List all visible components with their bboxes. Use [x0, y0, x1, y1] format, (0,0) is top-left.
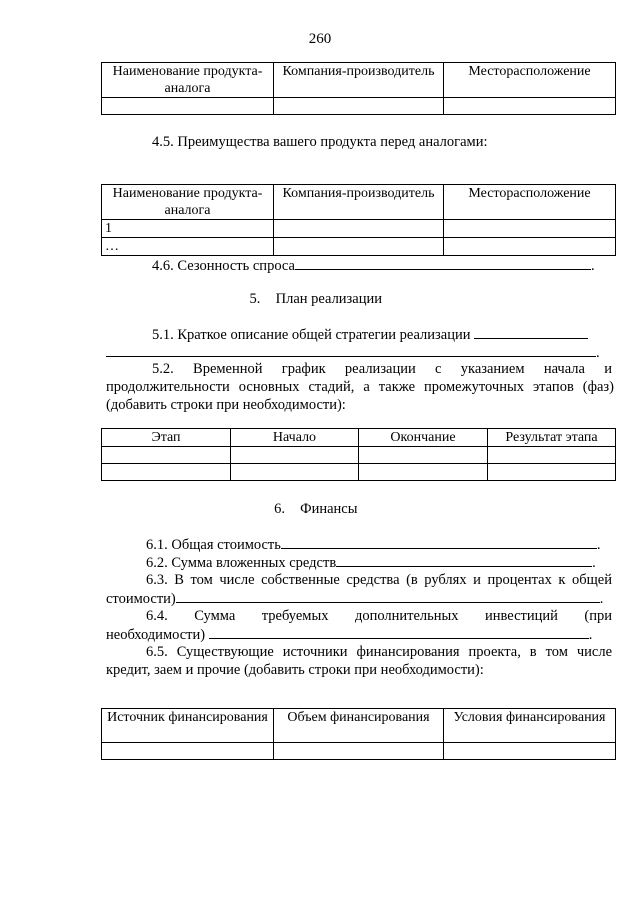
- heading-6: [0, 500, 640, 518]
- table-header-row: [102, 709, 616, 743]
- heading-5: [0, 290, 640, 308]
- table-cell[interactable]: [102, 447, 231, 464]
- table-cell[interactable]: 1: [102, 220, 274, 238]
- header-cell: Источник финансирования: [102, 709, 274, 743]
- table-row: [102, 743, 616, 760]
- header-cell: Начало: [231, 429, 359, 447]
- header-cell: Наименование продукта-аналога: [102, 185, 274, 220]
- table-cell[interactable]: [102, 743, 274, 760]
- table-header-row: [102, 185, 616, 220]
- table-row: [102, 98, 616, 115]
- seasonality-blank[interactable]: [295, 256, 591, 270]
- section-6-4-line-2: необходимости) .: [106, 627, 593, 643]
- financing-sources-table: [101, 708, 616, 760]
- table-cell[interactable]: [102, 464, 231, 481]
- additional-investment-blank[interactable]: [209, 625, 589, 639]
- strategy-blank-1[interactable]: [474, 325, 588, 339]
- table-cell[interactable]: [274, 743, 444, 760]
- section-6-5-line-1: 6.5. Существующие источники финансирования проекта, в том числе: [146, 644, 612, 660]
- header-cell: Условия финансирования: [444, 709, 616, 743]
- section-5-2-line-1: 5.2. Временной график реализации с указанием начала и: [152, 361, 612, 377]
- heading-6-number: 6.: [274, 501, 285, 517]
- table-cell[interactable]: [444, 98, 616, 115]
- table-cell[interactable]: [444, 238, 616, 256]
- analog-table-2: [101, 184, 616, 256]
- section-5-2-line-3: (добавить строки при необходимости):: [106, 397, 346, 413]
- table-cell[interactable]: [231, 464, 359, 481]
- section-4-5: 4.5. Преимущества вашего продукта перед аналогами:: [152, 134, 488, 150]
- table-cell[interactable]: [444, 743, 616, 760]
- section-6-3-line-2: стоимости) .: [106, 591, 604, 607]
- page-number: 260: [308, 31, 332, 47]
- invested-funds-blank[interactable]: [336, 553, 592, 567]
- section-5-1: [152, 325, 612, 344]
- analog-table-1: [101, 62, 616, 115]
- heading-5-number: 5.: [249, 291, 261, 307]
- own-funds-blank[interactable]: [176, 589, 600, 603]
- heading-6-title: Финансы: [300, 501, 358, 517]
- table-cell[interactable]: [274, 220, 444, 238]
- table-cell[interactable]: [274, 98, 444, 115]
- section-6-3-label: стоимости): [106, 591, 176, 607]
- table-header-row: [102, 63, 616, 98]
- total-cost-blank[interactable]: [281, 535, 597, 549]
- section-6-1-label: 6.1. Общая стоимость: [146, 537, 281, 553]
- header-cell: Объем финансирования: [274, 709, 444, 743]
- heading-5-title: План реализации: [275, 291, 383, 307]
- section-6-4-label: необходимости): [106, 627, 206, 643]
- section-6-5-line-2: кредит, заем и прочие (добавить строки при необходимости):: [106, 662, 484, 678]
- schedule-table: [101, 428, 616, 481]
- section-5-2-line-2: продолжительности основных стадий, а также промежуточных этапов (фаз): [106, 379, 614, 395]
- header-cell: Компания-производитель: [274, 185, 444, 220]
- section-5-1-cont: .: [106, 343, 614, 362]
- header-cell: Результат этапа: [488, 429, 616, 447]
- table-cell[interactable]: [102, 98, 274, 115]
- section-6-2: 6.2. Сумма вложенных средств .: [146, 555, 596, 571]
- table-cell[interactable]: [359, 447, 488, 464]
- header-cell: Наименование продукта-аналога: [102, 63, 274, 98]
- section-6-1: 6.1. Общая стоимость .: [146, 537, 601, 553]
- section-4-6-label: 4.6. Сезонность спроса: [152, 258, 295, 274]
- strategy-blank-2[interactable]: [106, 343, 596, 357]
- table-row: [102, 447, 616, 464]
- section-5-1-label: 5.1. Краткое описание общей стратегии реализации: [152, 327, 471, 343]
- header-cell: Окончание: [359, 429, 488, 447]
- table-cell[interactable]: [444, 220, 616, 238]
- section-6-2-label: 6.2. Сумма вложенных средств: [146, 555, 337, 571]
- section-4-6: 4.6. Сезонность спроса .: [152, 258, 595, 274]
- table-cell[interactable]: [231, 447, 359, 464]
- table-cell[interactable]: [488, 464, 616, 481]
- header-cell: Компания-производитель: [274, 63, 444, 98]
- table-cell[interactable]: …: [102, 238, 274, 256]
- table-cell[interactable]: [488, 447, 616, 464]
- header-cell: Месторасположение: [444, 185, 616, 220]
- table-cell[interactable]: [274, 238, 444, 256]
- table-cell[interactable]: [359, 464, 488, 481]
- header-cell: Месторасположение: [444, 63, 616, 98]
- table-row: [102, 464, 616, 481]
- section-6-4-line-1: 6.4. Сумма требуемых дополнительных инвестиций (при: [146, 608, 612, 624]
- table-row: [102, 238, 616, 256]
- table-row: [102, 220, 616, 238]
- header-cell: Этап: [102, 429, 231, 447]
- section-6-3-line-1: 6.3. В том числе собственные средства (в рублях и процентах к общей: [146, 572, 612, 588]
- table-header-row: [102, 429, 616, 447]
